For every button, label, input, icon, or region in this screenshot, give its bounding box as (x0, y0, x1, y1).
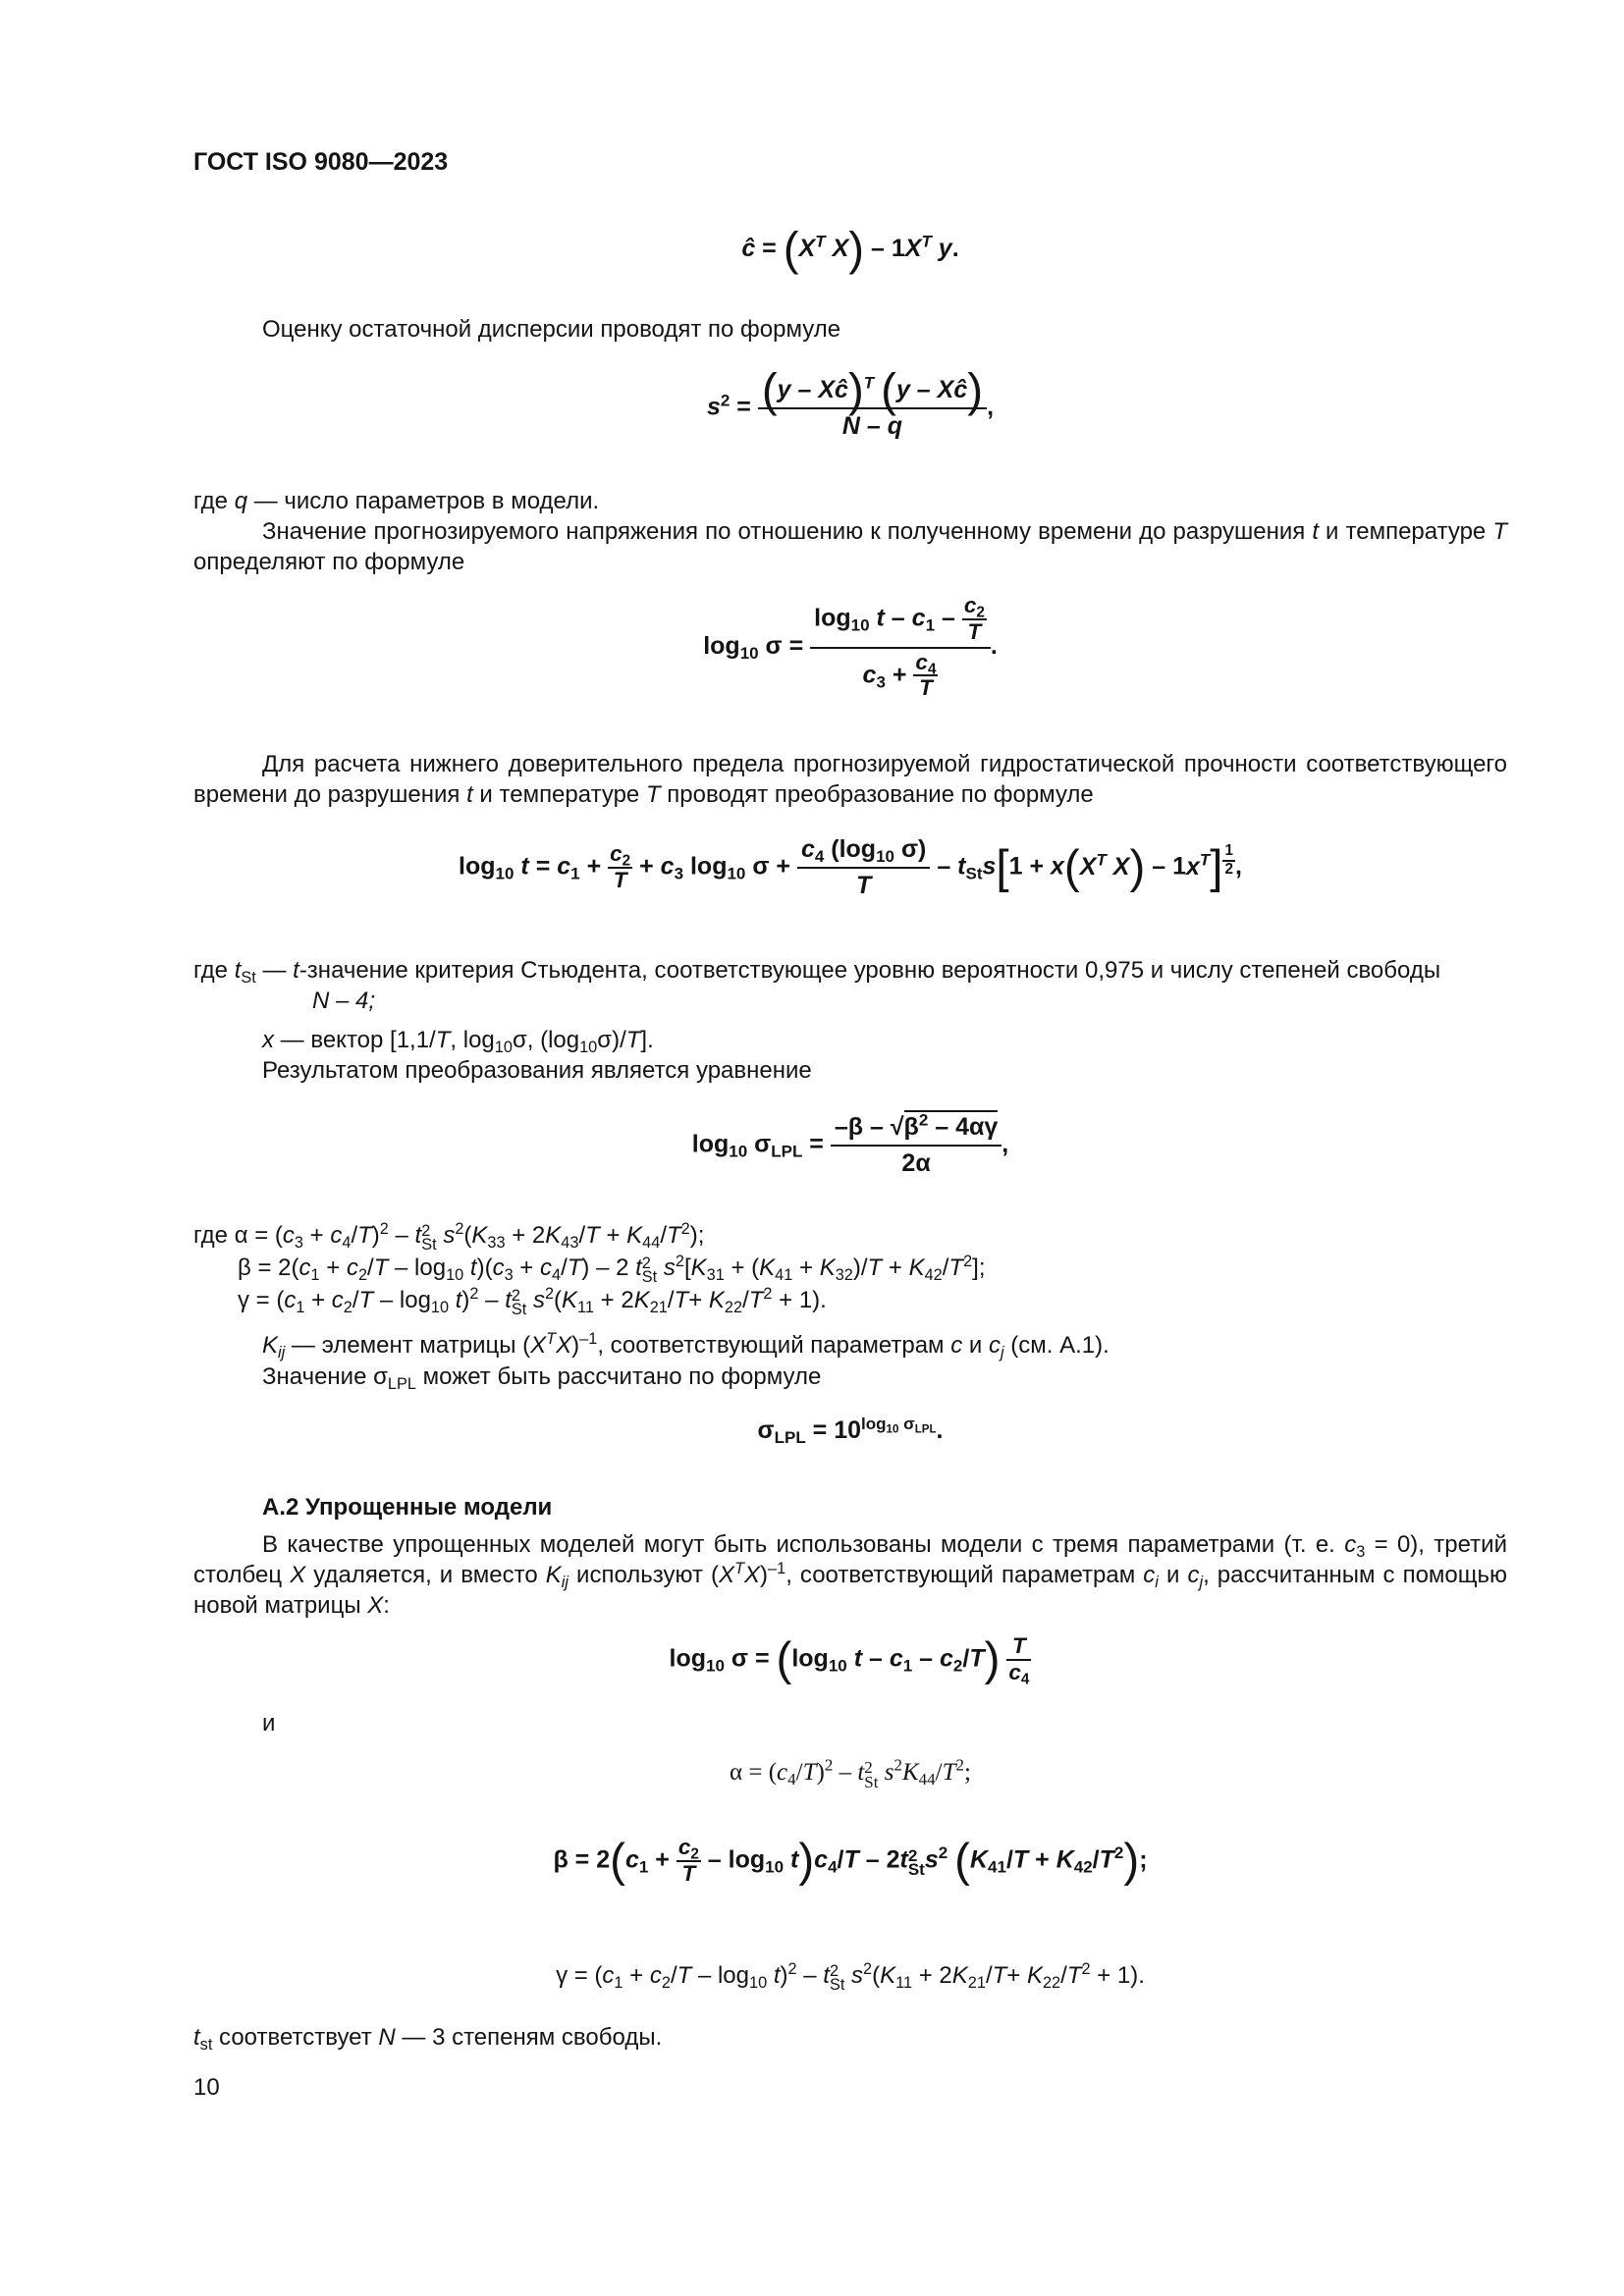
definition-alpha: где $\alpha = (c_3 + c_4/T)^2 - t2$ St $s^2(K_{33} + 2K_{43}/T + K_{44}/T^2)$; (193, 1220, 705, 1255)
formula-sigma-lpl-power: $\sigma_{LPL} = 10^{log_{10} \sigma_{LPL}}$. (757, 1414, 944, 1448)
paragraph-transform-result: Результатом преобразования является уравнение (262, 1057, 812, 1084)
paragraph-lower-confidence: Для расчета нижнего доверительного предела прогнозируемой гидростатической прочности соответствующего времени до разрушения t и температуре T проводят преобразование по формуле (193, 751, 1507, 808)
paragraph-stress-prediction: Значение прогнозируемого напряжения по отношению к полученному времени до разрушения t и температуре T определяют по формуле (193, 518, 1507, 575)
formula-simplified-alpha: $\alpha = (c_4/T)^2 - t2$ St $s^2K_{44}/T^2$; (730, 1755, 971, 1791)
definition-t-student: где $t_{St}$ — t-значение критерия Стьюдента, соответствующее уровню вероятности 0,975 и числу степеней свободы (193, 957, 1441, 987)
paragraph-degrees-of-freedom: $t_{st}$ соответствует N — 3 степеням свободы. (193, 2024, 663, 2054)
formula-log-sigma-lpl: $\log_{10} \sigma_{LPL}$ = $\frac{-\beta - √\beta^2 - 4\alpha\gamma}{2\alpha}$ , (691, 1110, 1009, 1177)
document-header: ГОСТ ISO 9080—2023 (193, 148, 449, 176)
formula-log-t: $\log_{10} t = c_1$ + $\frac{c_2}{T}$ + $c_3$ $\log_{10} \sigma$ + $\frac{c_4 (\log_{10} \sigma)}{T}$ – $t_{St}s[1 + x(X^T$ $X) - 1x^T$] $^{\frac{1}{2}}$ , (459, 835, 1242, 899)
formula-s-squared: $s^2$ = $\frac{(y - Xĉ)^T (y - Xĉ)}{N - q}$ , (706, 364, 995, 440)
section-heading-simplified-models: А.2 Упрощенные модели (262, 1494, 553, 1521)
conjunction-and: и (262, 1710, 276, 1736)
definition-gamma: $\gamma = (c_1 + c_2/T - \log_{10} t)^2 - t2$ St $s^2(K_{11} + 2K_{21}/T+ K_{22}/T^2 + 1)$. (238, 1285, 827, 1319)
paragraph-simplified-models: В качестве упрощенных моделей могут быть использованы модели с тремя параметрами (т. е. $c_3 = 0$), третий столбец X удаляется, и вместо $K_{ij}$ используют $(X^TX)^{-1}$, соответствующий параметрам $c_i$ и $c_j$, рассчитанным с помощью новой матрицы X: (193, 1531, 1508, 1619)
definition-beta: $\beta = 2(c_1 + c_2/T - \log_{10} t)(c_3 + c_4/T) - 2$ t2 St $s^2[K_{31} + (K_{41} + K_{32})/T + K_{42}/T^2]$; (238, 1253, 986, 1287)
definition-kij: $K_{ij}$ — элемент матрицы $(X^TX)^{-1}$, соответствующий параметрам c и $c_j$ (см. А.1). (262, 1330, 1110, 1362)
paragraph-residual-variance: Оценку остаточной дисперсии проводят по формуле (262, 316, 841, 343)
paragraph-sigma-lpl-calc: Значение $\sigma_{LPL}$ может быть рассчитано по формуле (262, 1363, 822, 1393)
paragraph-q-definition: где q — число параметров в модели. (193, 488, 600, 514)
formula-simplified-gamma: $\gamma = (c_1 + c_2/T - \log_{10} t)^2 - t2$ St $s^2(K_{11} + 2K_{21}/T+ K_{22}/T^2 + 1)$. (556, 1960, 1145, 1995)
formula-log-sigma: $\log_{10} \sigma$ = $\log_{10} t - c_1$ – $\frac{c_2}{T}$ $c_3$ + $\frac{c_4}{T}$ . (703, 593, 998, 701)
formula-c-hat: ĉ = ($X^T$ $X) - 1X^T$ y. (741, 223, 959, 276)
page-number: 10 (193, 2074, 220, 2101)
formula-simplified-beta: $\beta = 2(c_1$ + $\frac{c_2}{T}$ – $\log_{10} t)c_4/T - 2t2$ Sts$^2$ $(K_{41}/T + K_{42}/T^2)$; (553, 1834, 1148, 1887)
formula-simplified-log-sigma: $\log_{10} \sigma = (\log_{10}$ t – $c_1 - c_2/T$) $\frac{T}{c_4}$ (669, 1632, 1030, 1688)
definition-x-vector: x — вектор [1,1/T, $\log_{10}\sigma$, $(\log_{10}\sigma)/T$]. (262, 1027, 654, 1056)
definition-t-student-dof: N – 4; (312, 988, 376, 1014)
